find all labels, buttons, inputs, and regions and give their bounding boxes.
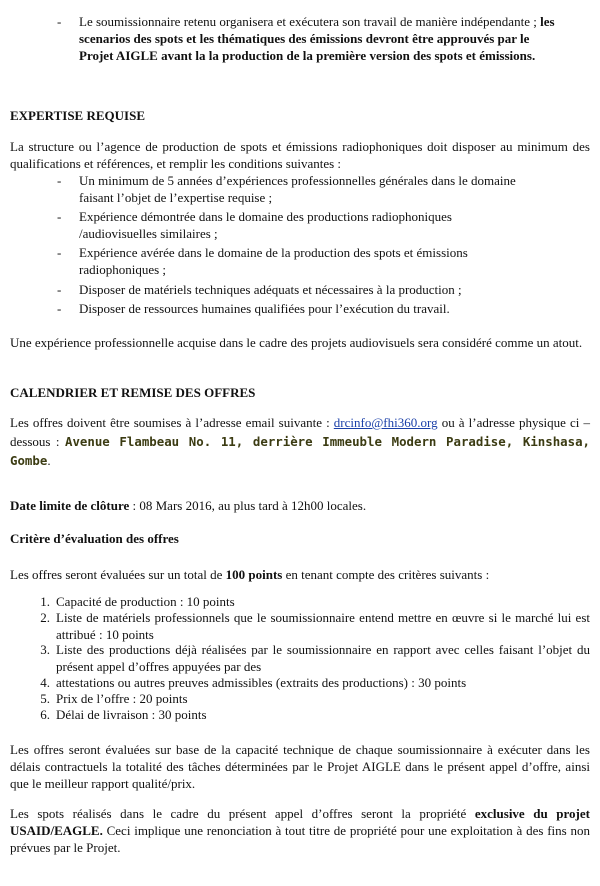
dash-bullet: - (57, 282, 62, 297)
ownership-after: Ceci implique une renonciation à tout titre de propriété pour une exploitation à des fins non prévues par le Projet. (10, 823, 590, 855)
calendar-text-before-email: Les offres doivent être soumises à l’adresse email suivante : (10, 415, 334, 430)
address-text: Avenue Flambeau No. 11, derrière Immeuble Modern Paradise, Kinshasa, Gombe (10, 434, 590, 468)
ownership-before: Les spots réalisés dans le cadre du présent appel d’offres seront la propriété (10, 806, 475, 821)
criteria-item-text: Liste des productions déjà réalisées par le soumissionnaire en rapport avec celles faisant l’objet du présent appel d’offres appuyées par des (56, 642, 590, 674)
criteria-item-text: Délai de livraison : 30 points (56, 707, 207, 722)
deadline-line (10, 497, 590, 514)
criteria-intro-after: en tenant compte des critères suivants : (282, 567, 490, 582)
ownership-paragraph (10, 805, 590, 856)
dash-bullet: - (57, 245, 62, 260)
intro-item-text (79, 13, 557, 64)
dash-bullet: - (57, 14, 62, 29)
calendar-heading: CALENDRIER ET REMISE DES OFFRES (10, 385, 256, 400)
expertise-item-5: Disposer de ressources humaines qualifiées pour l’exécution du travail. (79, 301, 450, 316)
deadline-value: : 08 Mars 2016, au plus tard à 12h00 locales. (129, 498, 367, 513)
intro-item-bold: les scenarios des spots et les thématiques des émissions devront être approuvés par le Projet AIGLE avant la la production de la première version des spots et émissions. (79, 14, 555, 63)
calendar-text-after-email: ou à l’adresse physique ci –dessous : (10, 415, 590, 449)
list-item (57, 13, 567, 83)
criteria-number: 6. (40, 707, 50, 722)
criteria-heading: Critère d’évaluation des offres (10, 531, 179, 546)
calendar-paragraph (10, 413, 590, 470)
evaluation-paragraph: Les offres seront évaluées sur base de la capacité technique de chaque soumissionnaire à exécuter dans les délais contractuels la totalité des tâches déterminées par le Projet AIGLE dans le présent appel d’offre, ainsi que le meilleur rapport qualité/prix. (10, 742, 590, 791)
intro-item-plain: Le soumissionnaire retenu organisera et exécutera son travail de manière indépendante ; (79, 14, 537, 29)
criteria-number: 1. (40, 594, 50, 609)
deadline-label: Date limite de clôture (10, 498, 130, 513)
expertise-item-3: Expérience avérée dans le domaine de la production des spots et émissions radiophoniques ; (79, 245, 468, 277)
dash-bullet: - (57, 173, 62, 188)
criteria-item-text: Liste de matériels professionnels que le soumissionnaire entend mettre en œuvre si le marché lui est attribué : 10 points (56, 610, 590, 642)
address-end: . (47, 453, 51, 468)
email-link[interactable]: drcinfo@fhi360.org (333, 415, 438, 430)
criteria-item-text: attestations ou autres preuves admissibles (extraits des productions) : 30 points (56, 675, 467, 690)
expertise-heading: EXPERTISE REQUISE (10, 108, 146, 123)
criteria-intro-bold: 100 points (225, 567, 283, 582)
ownership-bold: exclusive du projet USAID/EAGLE. (10, 806, 590, 838)
criteria-number: 4. (40, 675, 50, 690)
dash-bullet: - (57, 209, 62, 224)
criteria-number: 3. (40, 642, 50, 657)
expertise-note: Une expérience professionnelle acquise dans le cadre des projets audiovisuels sera considéré comme un atout. (10, 335, 583, 350)
criteria-number: 5. (40, 691, 50, 706)
criteria-item-text: Prix de l’offre : 20 points (56, 691, 188, 706)
criteria-intro (10, 566, 590, 583)
expertise-intro: La structure ou l’agence de production de spots et émissions radiophoniques doit disposer au minimum des qualifications et références, et remplir les conditions suivantes : (10, 139, 590, 171)
criteria-item-text: Capacité de production : 10 points (56, 594, 235, 609)
expertise-item-4: Disposer de matériels techniques adéquats et nécessaires à la production ; (79, 282, 462, 297)
criteria-intro-before: Les offres seront évaluées sur un total de (10, 567, 226, 582)
expertise-item-1: Un minimum de 5 années d’expériences professionnelles générales dans le domaine faisant l’objet de l’expertise requise ; (79, 173, 516, 205)
criteria-number: 2. (40, 610, 50, 625)
dash-bullet: - (57, 301, 62, 316)
expertise-item-2: Expérience démontrée dans le domaine des productions radiophoniques /audiovisuelles similaires ; (79, 209, 452, 241)
